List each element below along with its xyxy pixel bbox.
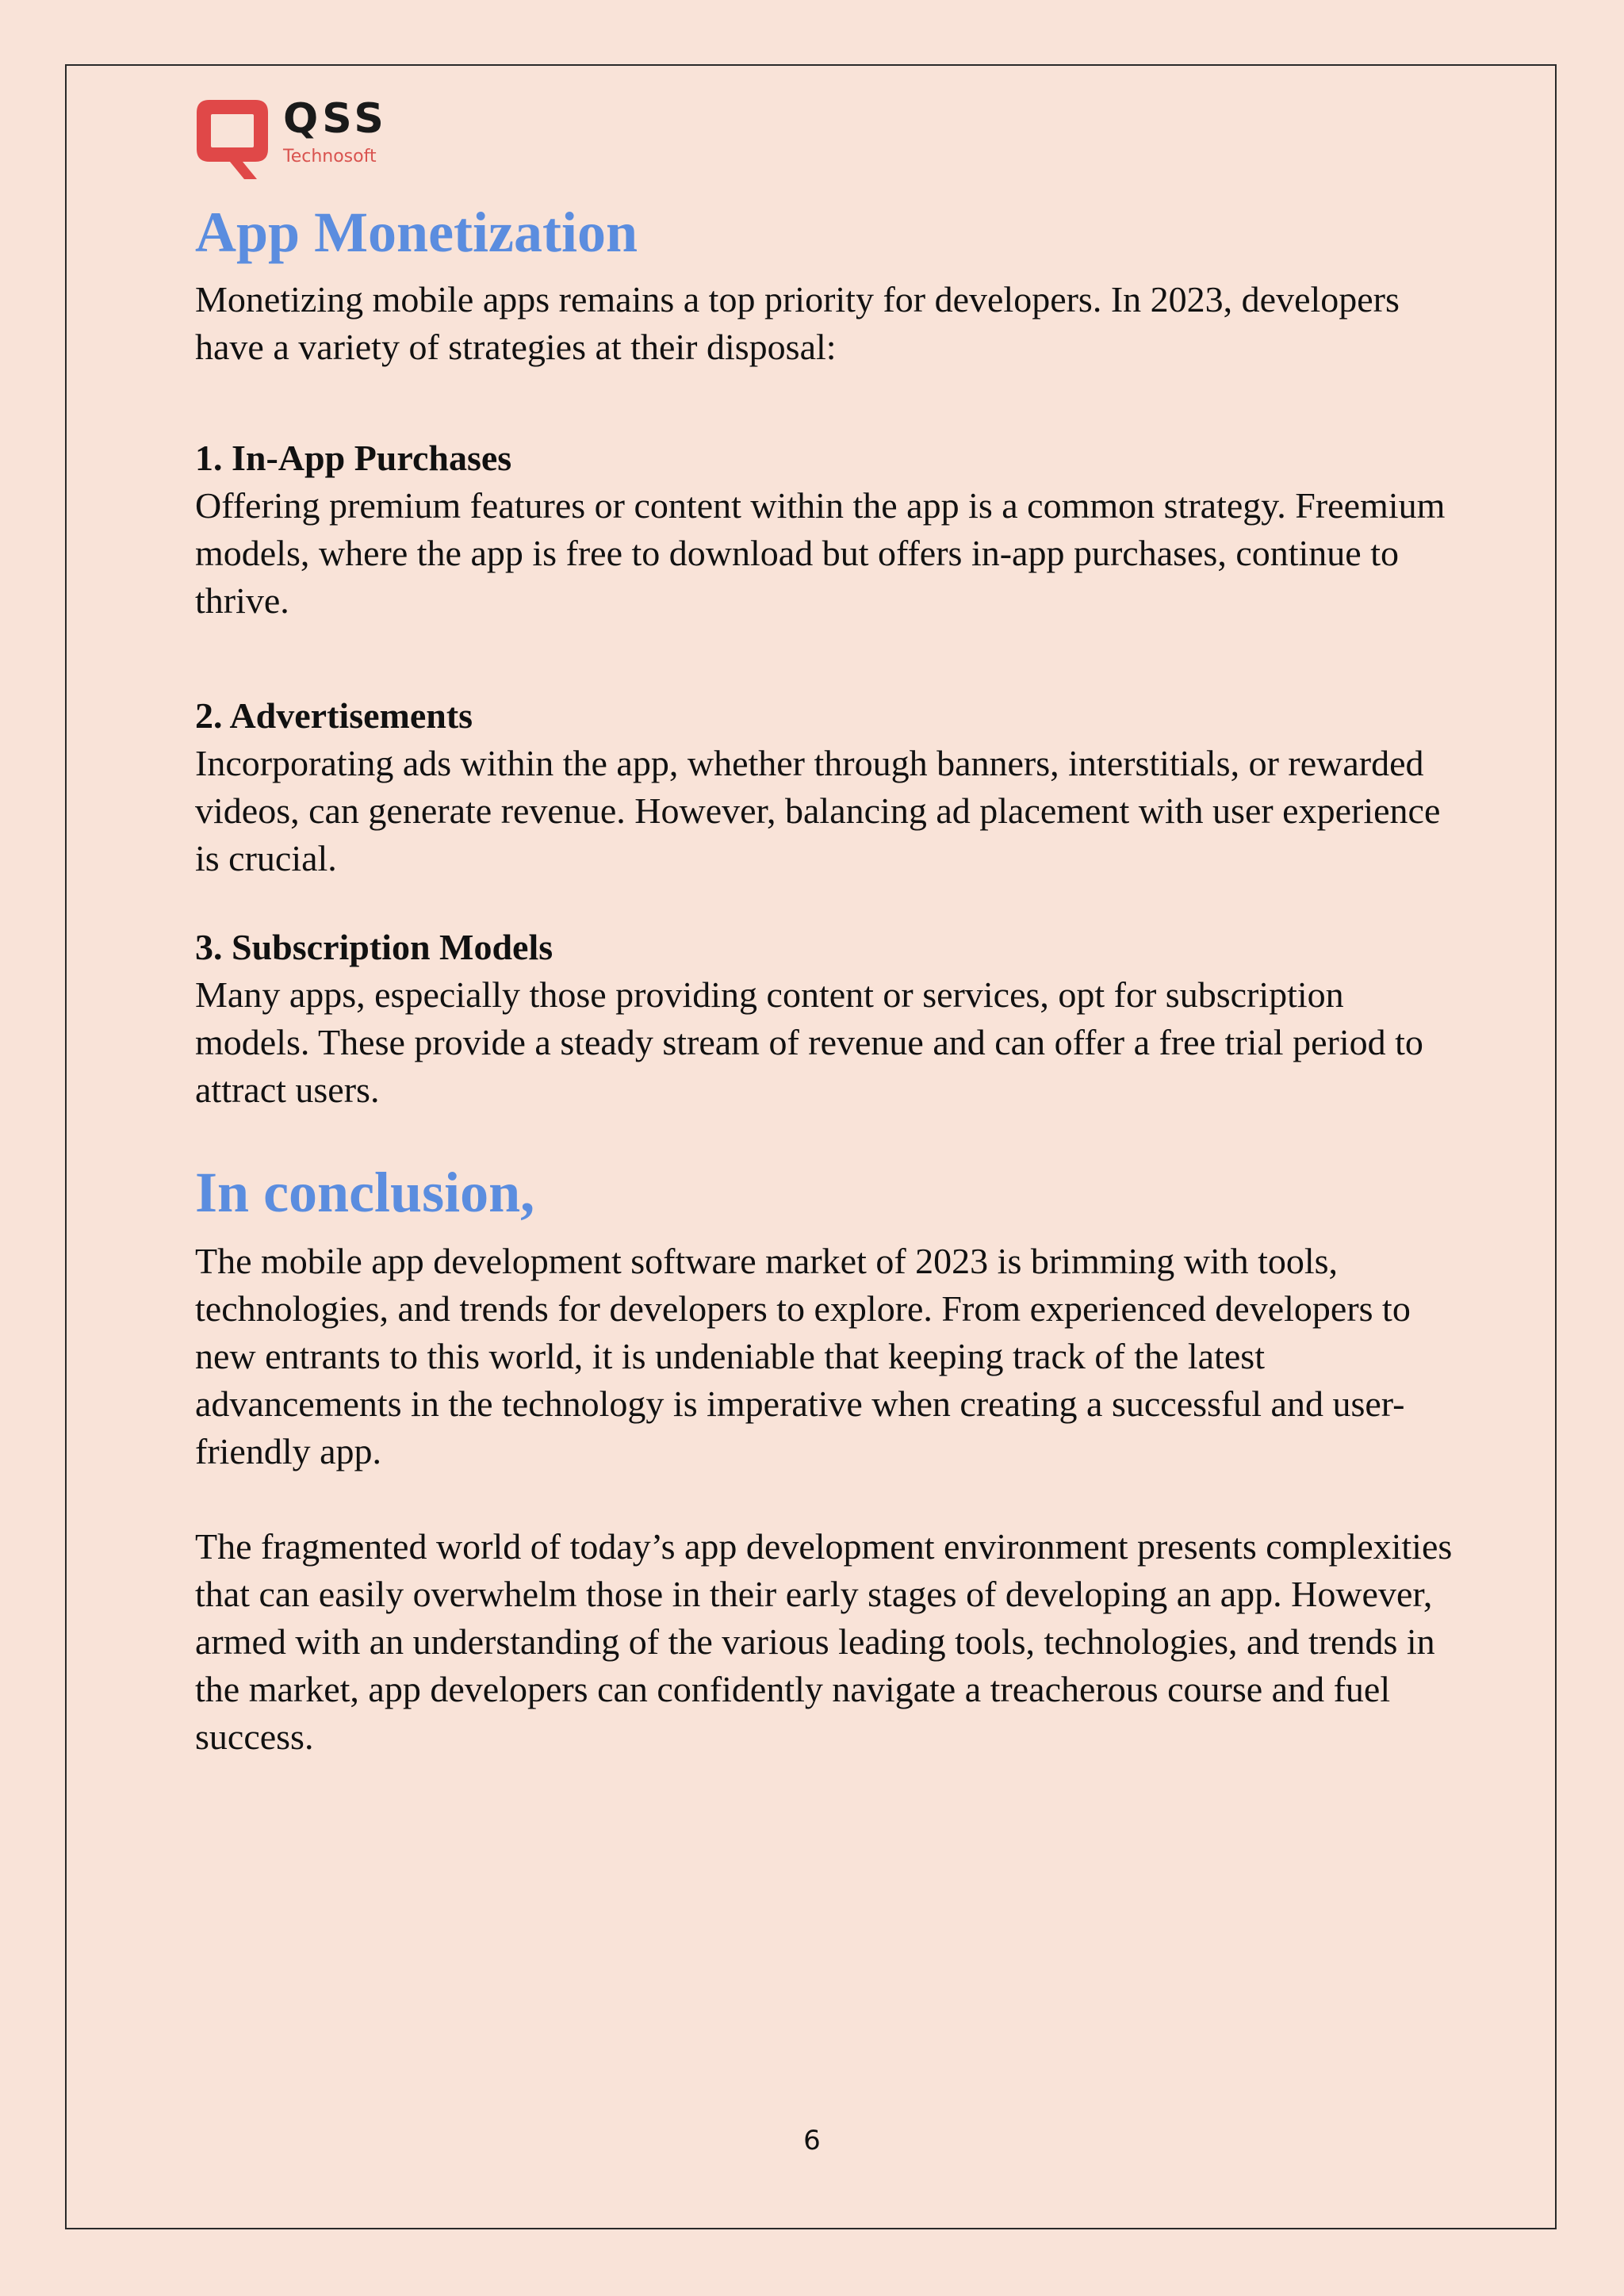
section-heading: 1. In-App Purchases [195,438,512,478]
section-in-app-purchases [195,434,1464,625]
section-heading: 2. Advertisements [195,695,473,736]
section-body: Offering premium features or content within the app is a common strategy. Freemium models, where the app is free to download but offers in-app purchases, continue to thrive. [195,485,1446,621]
conclusion-title: In conclusion, [195,1161,535,1224]
page-content [195,195,1464,1761]
qss-logo-icon [195,97,274,182]
logo-subtitle: Technosoft [283,147,377,166]
section-body: Incorporating ads within the app, whether through banners, interstitials, or rewarded videos, can generate revenue. However, balancing ad placement with user experience is crucial. [195,743,1441,878]
logo-name: QSS [283,95,388,143]
section-heading: 3. Subscription Models [195,927,553,967]
intro-paragraph: Monetizing mobile apps remains a top priority for developers. In 2023, developers have a variety of strategies at their disposal: [195,279,1400,367]
conclusion-paragraph: The fragmented world of today’s app development environment presents complexities that can easily overwhelm those in their early stages of developing an app. However, armed with an understanding of the various leading tools, technologies, and trends in the market, app developers can confidently navigate a treacherous course and fuel success. [195,1526,1453,1757]
section-advertisements [195,692,1464,882]
page-title: App Monetization [195,201,638,264]
section-body: Many apps, especially those providing content or services, opt for subscription models. These provide a steady stream of revenue and can offer a free trial period to attract users. [195,974,1423,1110]
conclusion-paragraph: The mobile app development software market of 2023 is brimming with tools, technologies, and trends for developers to explore. From experienced developers to new entrants to this world, it is undeniable that keeping track of the latest advancements in the technology is imperative when creating a successful and user-friendly app. [195,1241,1411,1471]
section-subscription-models [195,924,1464,1114]
page-number: 6 [803,2125,821,2156]
